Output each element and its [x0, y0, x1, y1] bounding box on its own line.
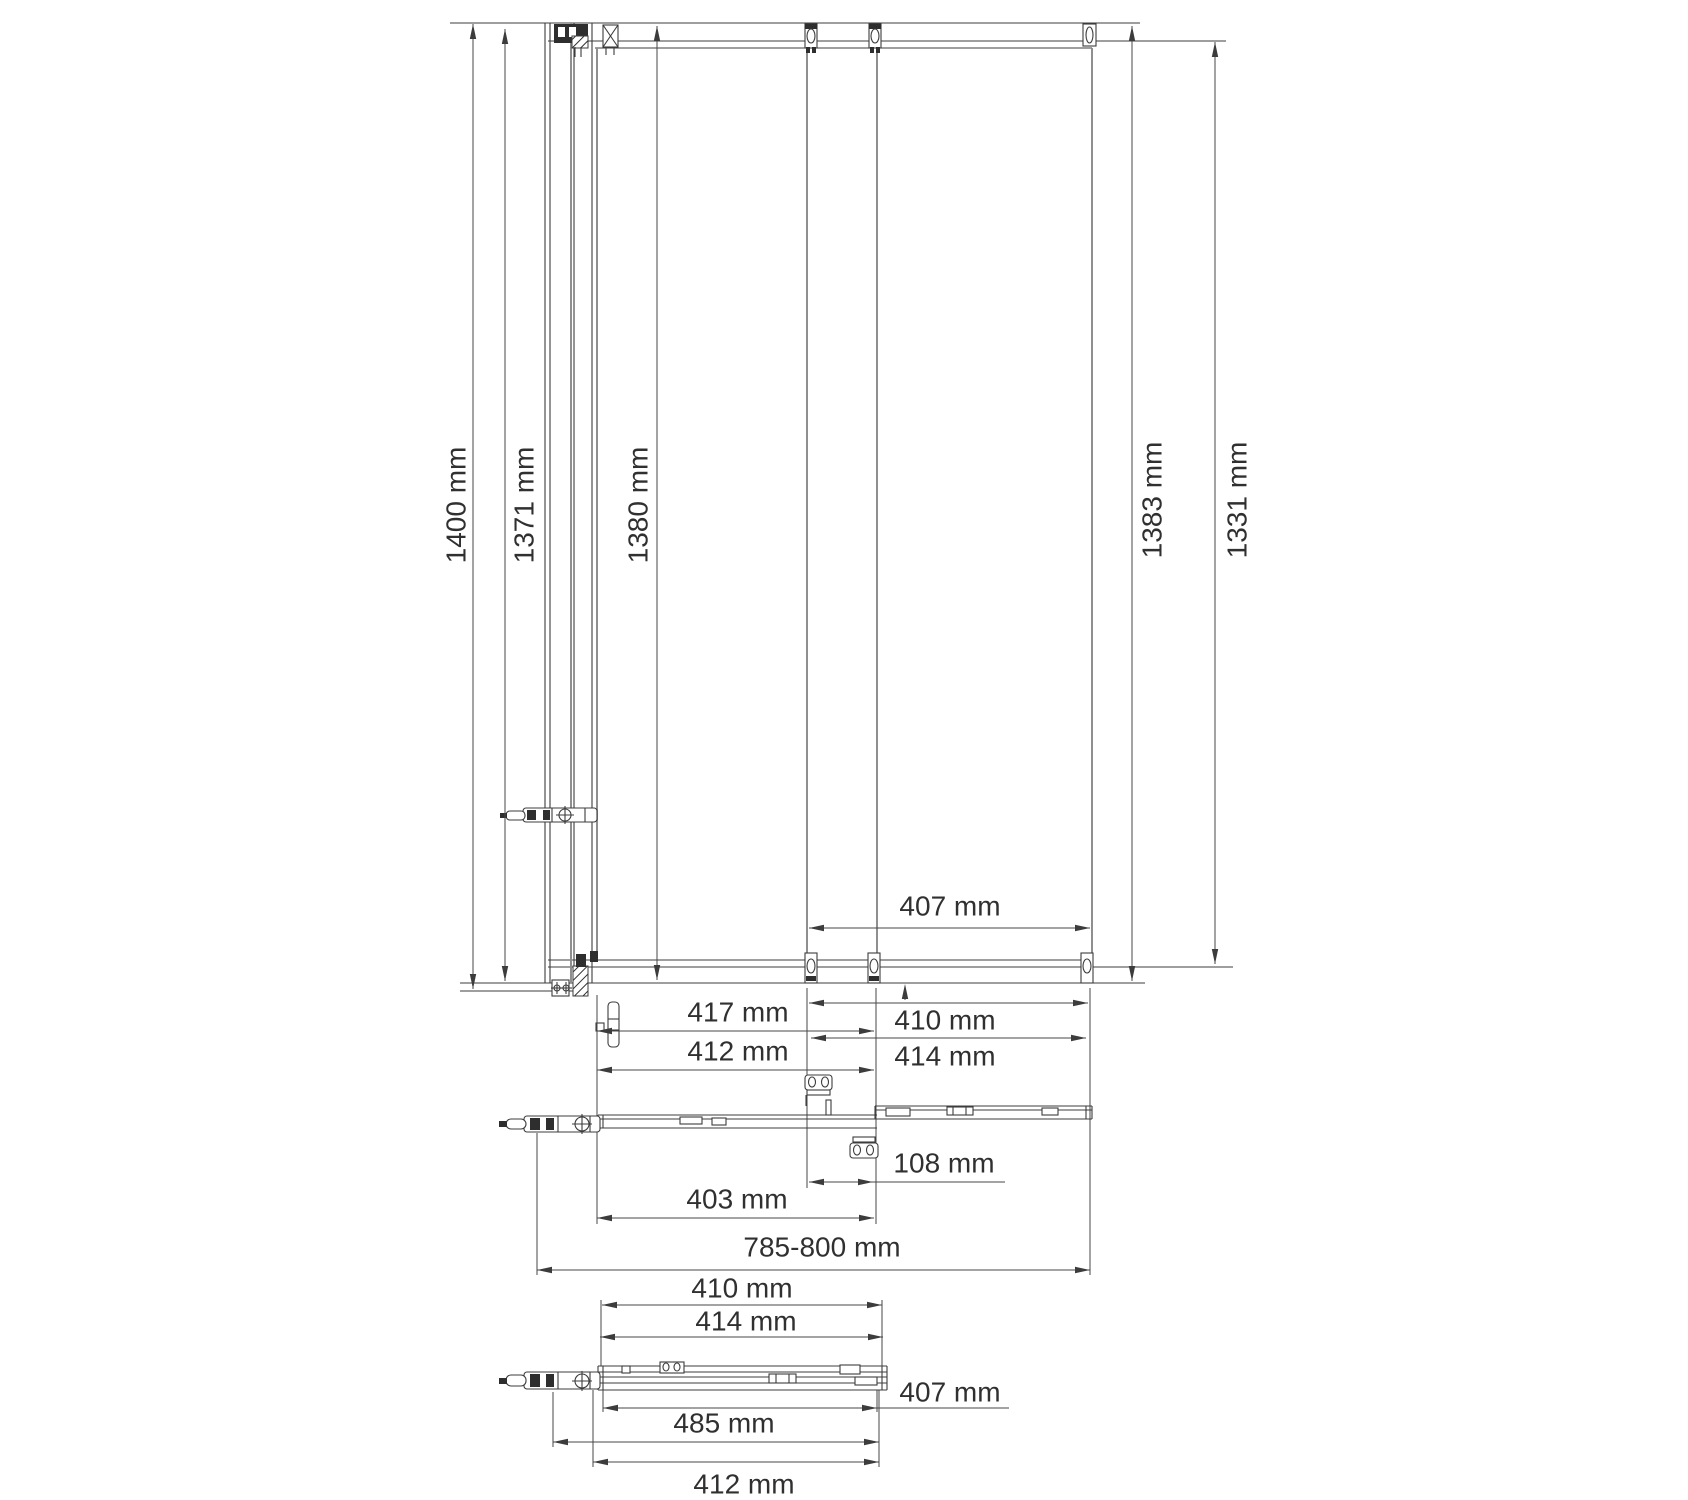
dim-label-414-open: 414 mm: [894, 1040, 996, 1072]
dimension-arrow: [809, 925, 824, 931]
dimension-arrow: [553, 1439, 568, 1445]
dim-label-403: 403 mm: [686, 1183, 788, 1215]
dimension-arrow: [867, 1302, 882, 1308]
clamp-foot: [870, 47, 874, 53]
clamp-foot: [869, 976, 879, 981]
end-cap-roller: [1083, 959, 1091, 973]
hinge-pin-tip: [499, 1121, 507, 1127]
glass-clip-side: [608, 1002, 619, 1047]
dimension-arrow: [597, 1215, 612, 1221]
dim-label-417: 417 mm: [687, 996, 789, 1028]
hinge-block: [546, 1374, 554, 1387]
dimension-arrow: [859, 1028, 874, 1034]
hinge-pin-tip: [500, 813, 507, 818]
dimension-arrow: [809, 1179, 824, 1185]
dimension-arrow: [1075, 925, 1090, 931]
dim-label-1331: 1331 mm: [1221, 441, 1253, 559]
clamp-foot: [876, 47, 880, 53]
dimension-arrow: [600, 1334, 615, 1340]
hinge-pin: [506, 811, 525, 820]
dim-label-1380: 1380 mm: [622, 446, 654, 564]
hinge-pin: [506, 1375, 526, 1386]
bar-fitting: [1042, 1108, 1058, 1115]
dim-label-108: 108 mm: [893, 1147, 995, 1179]
fold-pin: [826, 1100, 831, 1115]
dimension-arrow: [1212, 949, 1218, 964]
dimension-arrow: [811, 1035, 826, 1041]
dimension-arrow: [858, 1179, 873, 1185]
plan-view-extended: [499, 988, 1092, 1275]
dimension-arrow: [1212, 42, 1218, 57]
hinge-block: [543, 810, 550, 820]
dimension-arrow: [1129, 966, 1135, 981]
dimension-arrow: [654, 26, 660, 41]
dimension-arrow: [1073, 1000, 1088, 1006]
dimension-arrow: [537, 1267, 552, 1273]
wall-mount-bottom: [573, 966, 588, 996]
clamp-foot: [812, 47, 816, 53]
dim-label-1400: 1400 mm: [440, 446, 472, 564]
clamp-foot: [806, 47, 810, 53]
dimension-arrow: [864, 1439, 879, 1445]
dimension-arrow: [1129, 26, 1135, 41]
clamp-cap: [869, 24, 881, 29]
clamp-roller: [807, 29, 815, 43]
hinge-pin: [506, 1119, 526, 1129]
bar-fitting: [680, 1117, 702, 1124]
dim-label-412-folded: 412 mm: [693, 1468, 795, 1500]
dimension-arrow: [470, 24, 476, 39]
clamp-roller: [867, 1145, 874, 1155]
clamp-roller: [822, 1077, 829, 1087]
bar-fitting: [886, 1108, 910, 1116]
dim-label-414-folded: 414 mm: [695, 1305, 797, 1337]
clamp-roller: [809, 1077, 816, 1087]
wall-mount-hatch: [572, 36, 588, 48]
bar-fitting: [769, 1374, 796, 1383]
dim-label-410-folded: 410 mm: [691, 1272, 793, 1304]
dimension-arrow: [597, 1067, 612, 1073]
dimension-arrow: [502, 966, 508, 981]
dimension-arrow: [864, 1459, 879, 1465]
dimension-arrow: [593, 1459, 608, 1465]
clamp-roller: [807, 959, 815, 973]
wall-mount-block: [576, 954, 586, 967]
dimension-arrow: [1071, 1035, 1086, 1041]
dim-label-1371: 1371 mm: [508, 446, 540, 564]
dimension-arrow: [502, 29, 508, 44]
dim-label-485: 485 mm: [673, 1407, 775, 1439]
clamp-foot: [806, 976, 816, 981]
dim-label-410-open: 410 mm: [894, 1004, 996, 1036]
hinge-block: [530, 1374, 540, 1387]
bar-fitting: [947, 1107, 973, 1115]
clamp-roller: [854, 1145, 861, 1155]
dim-label-407-front: 407 mm: [899, 890, 1001, 922]
plan-view-folded: [499, 1273, 1009, 1500]
hinge-block: [527, 810, 536, 820]
dimension-arrow: [859, 1215, 874, 1221]
dim-label-1383: 1383 mm: [1136, 441, 1168, 559]
dim-label-412-open: 412 mm: [687, 1035, 789, 1067]
dimension-arrow: [1075, 1267, 1090, 1273]
bar-fitting: [855, 1377, 877, 1385]
clamp-plate: [853, 1137, 875, 1142]
clamp-cap: [805, 24, 817, 29]
dimension-arrow: [868, 1334, 883, 1340]
dim-label-407-folded: 407 mm: [899, 1376, 1001, 1408]
dimension-arrow: [603, 1405, 618, 1411]
bar-fitting: [622, 1366, 630, 1373]
dimension-arrow: [862, 1405, 877, 1411]
clamp-roller: [870, 959, 878, 973]
dimension-arrow: [902, 984, 908, 999]
wall-mount-block: [590, 951, 598, 962]
clamp-roller: [674, 1363, 680, 1371]
dimension-arrow: [809, 1000, 824, 1006]
end-cap-roller: [1086, 27, 1093, 43]
bar-fitting: [712, 1118, 726, 1125]
dimension-arrow: [470, 974, 476, 989]
hinge-block: [546, 1118, 554, 1130]
clamp-roller: [871, 29, 879, 43]
dimension-arrow: [859, 1067, 874, 1073]
dimension-arrow: [602, 1302, 617, 1308]
bar-fitting: [840, 1365, 860, 1374]
dim-label-785-800: 785-800 mm: [743, 1231, 901, 1263]
clamp-roller: [663, 1363, 669, 1371]
mount-slot: [558, 27, 565, 37]
clamp-plate: [807, 1090, 830, 1095]
front-view: [441, 23, 1253, 1047]
hinge-block: [530, 1118, 540, 1130]
dimension-arrow: [654, 965, 660, 980]
hinge-pin-tip: [499, 1378, 507, 1384]
